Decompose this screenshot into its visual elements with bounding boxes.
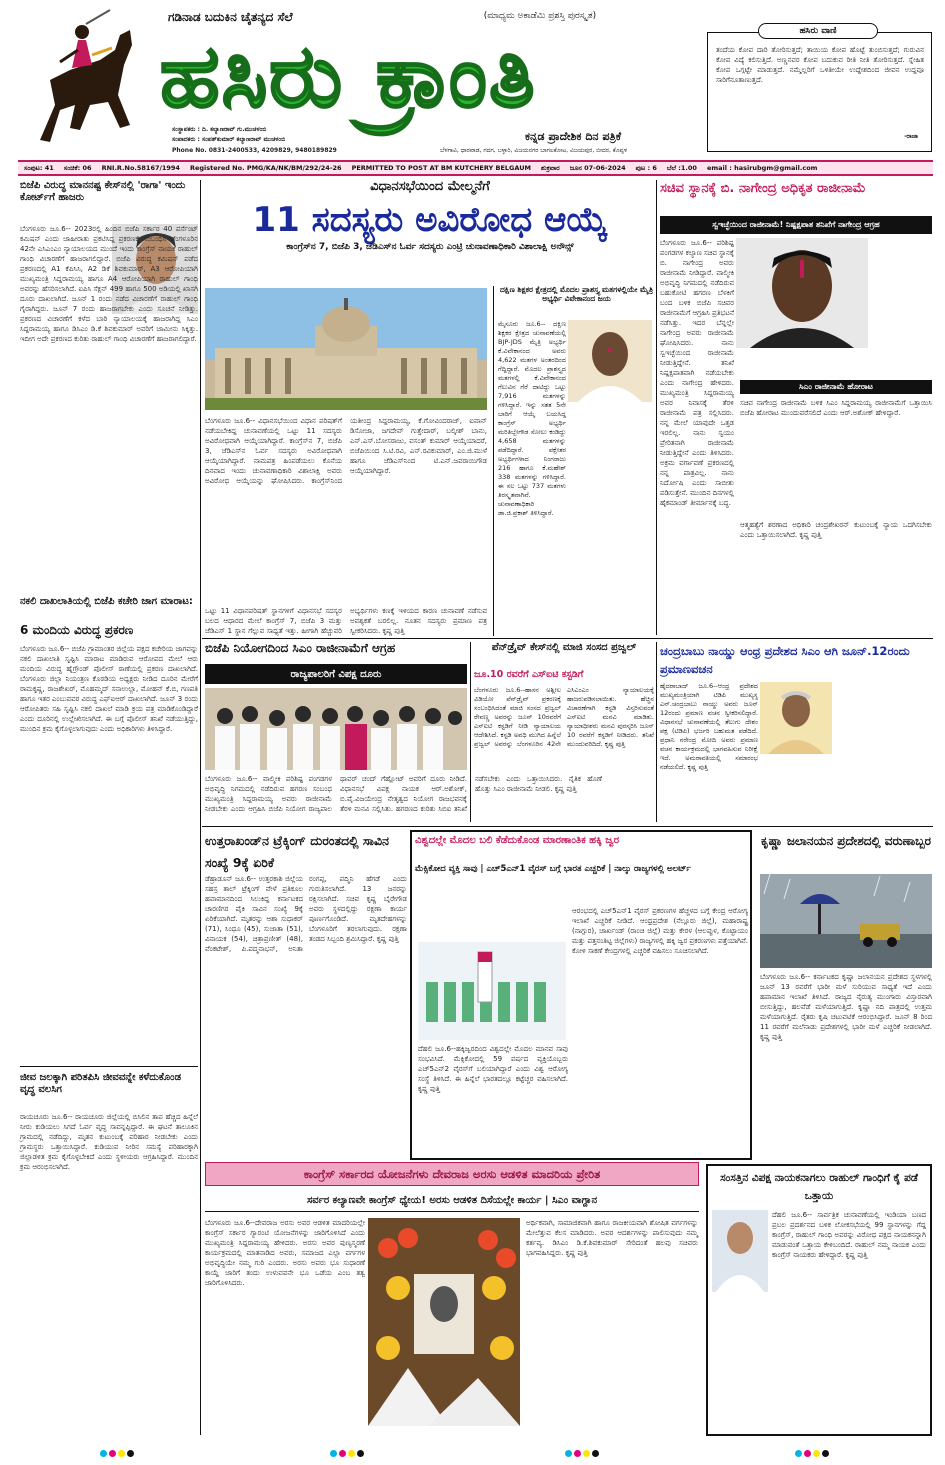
rain-headline: ಕೃಷ್ಣಾ ಜಲಾನಯನ ಪ್ರದೇಶದಲ್ಲಿ ವರುಣಾಬ್ಬರ <box>761 834 931 848</box>
rain-story <box>760 830 932 1160</box>
phone-line: Phone No. 0831-2400533, 4209829, 9480189829 <box>172 147 337 154</box>
row-divider <box>202 826 933 827</box>
bird-flu-text-b: ದೆಹಲಿ ಜೂ.6--ಹಕ್ಕಿಜ್ವರದಿಂದ ವಿಶ್ವದಲ್ಲೇ ಮೊದಲ ಮಾನವ ಸಾವು ಸಂಭವಿಸಿದೆ. ಮೆಕ್ಸಿಕೋದಲ್ಲಿ 59 ವರ್ಷದ ವ್ಯಕ್ತಿಯೊಬ್ಬರು ಎಚ್5ಎನ್2 ವೈರಸ್‌ಗೆ ಬಲಿಯಾಗಿದ್ದಾರೆ ಎಂದು ವಿಶ್ವ ಆರೋಗ್ಯ ಸಂಸ್ಥೆ ತಿಳಿಸಿದೆ. ಈ ಹಿನ್ನೆಲೆ ಭಾರತದಲ್ಲೂ ಕಟ್ಟೆಚ್ಚರ ವಹಿಸಲಾಗಿದೆ. ಕೃಷ್ಣ ಪುತ್ತಿ <box>418 1045 568 1093</box>
naidu-story <box>660 642 932 822</box>
volume-number: ಸಂಪುಟ: 41 <box>24 163 54 172</box>
issue-info-bar <box>18 160 933 176</box>
left-column <box>20 180 198 1440</box>
price: ಬೆಲೆ :1.00 <box>666 163 697 172</box>
nagendra-subheadline: ಸ್ವಇಚ್ಛೆಯಿಂದ ರಾಜೀನಾಮೆ! ನಿಷ್ಪಕ್ಷಪಾತ ತನಿಖೆಗೆ ನಾಗೇಂದ್ರ ಆಗ್ರಹ <box>660 216 932 234</box>
column-divider <box>656 642 657 822</box>
mlc-subheadline: ಕಾಂಗ್ರೆಸ್‌ನ 7, ಬಿಜೆಪಿ 3, ಜೆಡಿಎಸ್‌ನ ಓರ್ವ ಸದಸ್ಯರು ಎಂಟ್ರಿ ಚುನಾವಣಾಧಿಕಾರಿ ವಿಶಾಲಾಕ್ಷಿ ಅನೌನ್ಸ್ <box>286 242 574 252</box>
newspaper-subtitle: ಕನ್ನಡ ಪ್ರಾದೇಶಿಕ ದಿನ ಪತ್ರಿಕೆ <box>525 130 622 143</box>
cm-resign-box-headline: ಸಿಎಂ ರಾಜೀನಾಮೆ ಹೋರಾಟ <box>740 380 932 394</box>
bird-flu-vials-photo <box>418 942 566 1040</box>
mlc-main-headline: 11 ಸದಸ್ಯರು ಅವಿರೋಧ ಆಯ್ಕೆ <box>252 200 608 240</box>
cm-resign-box <box>740 380 932 510</box>
masthead <box>0 0 945 160</box>
bjp-delegation-bar: ರಾಜ್ಯಪಾಲರಿಗೆ ವಿಪಕ್ಷ ದೂರು <box>205 664 467 684</box>
registration-marks-center-left <box>330 1442 366 1461</box>
rni-number: RNI.R.No.58167/1994 <box>101 164 180 172</box>
page-count: ಪುಟ : 6 <box>635 163 657 172</box>
prajwal-text: ಬೆಂಗಳೂರು ಜೂ.6--ಹಾಸನ ಅಶ್ಲೀಲ ವಿಡಿಯೋ ಪೆನ್‌ಡ್ರೈವ್ ಪ್ರಕರಣಕ್ಕೆ ಸಂಬಂಧಿಸಿದಂತೆ ಮಾಜಿ ಸಂಸದ ಪ್ರಜ್ವಲ್ ರೇವಣ್ಣ ಅವರನ್ನು ಜೂನ್ 10ರವರೆಗೆ ಎಸ್‌ಐಟಿ ಕಸ್ಟಡಿಗೆ ನೀಡಿ ನ್ಯಾಯಾಲಯ ಆದೇಶಿಸಿದೆ. ಕಸ್ಟಡಿ ಅವಧಿ ಮುಗಿದ ಹಿನ್ನೆಲೆ ಪ್ರಜ್ವಲ್ ಅವರನ್ನು ಬೆಂಗಳೂರಿನ 42ನೇ ಎಸಿಎಂಎಂ ನ್ಯಾಯಾಲಯಕ್ಕೆ ಹಾಜರುಪಡಿಸಲಾಯಿತು. ಹೆಚ್ಚಿನ ವಿಚಾರಣೆಗಾಗಿ ಕಸ್ಟಡಿ ವಿಸ್ತರಿಸುವಂತೆ ಎಸ್‌ಐಟಿ ಮನವಿ ಮಾಡಿತು. ನ್ಯಾಯಾಧೀಶರು ಮನವಿ ಪುರಸ್ಕರಿಸಿ ಜೂನ್ 10 ರವರೆಗೆ ಕಸ್ಟಡಿಗೆ ನೀಡಿದರು. ತನಿಖೆ ಮುಂದುವರಿದಿದೆ. ಕೃಷ್ಣ ಪುತ್ತಿ <box>474 686 654 748</box>
bird-flu-headline: ವಿಶ್ವದಲ್ಲೇ ಮೊದಲ ಬಲಿ ಕೆಡೆದುಕೊಂಡ ಮಾರಣಾಂತಿಕ ಹಕ್ಕಿ ಜ್ವರ <box>415 835 620 846</box>
prajwal-headline: ಪೆನ್‌ಡ್ರೈವ್ ಕೇಸ್‌ನಲ್ಲಿ ಮಾಜಿ ಸಂಸದ ಪ್ರಜ್ವಲ್ <box>491 642 637 653</box>
column-divider <box>200 180 201 1435</box>
postal-permit: PERMITTED TO POST AT BM KUTCHERY BELGAUM <box>351 164 531 172</box>
teachers-constituency-headline: ದಕ್ಷಿಣ ಶಿಕ್ಷಕರ ಕ್ಷೇತ್ರದಲ್ಲಿ ಮೊದಲ ಪ್ರಾಶಸ್ತ್ಯ ಮತಗಳಲ್ಲಿಯೇ ಮೈತ್ರಿ ಅಭ್ಯರ್ಥಿ ವಿವೇಕಾನಂದ ಜಯ <box>499 285 654 303</box>
nagendra-headline: ಸಚಿವ ಸ್ಥಾನಕ್ಕೆ ಬಿ. ನಾಗೇಂದ್ರ ಅಧಿಕೃತ ರಾಜೀನಾಮೆ <box>660 181 866 196</box>
teachers-constituency-text: ಮೈಸೂರು ಜೂ.6-- ದಕ್ಷಿಣ ಶಿಕ್ಷಕರ ಕ್ಷೇತ್ರದ ಚುನಾವಣೆಯಲ್ಲಿ BJP-JDS ಮೈತ್ರಿ ಅಭ್ಯರ್ಥಿ ಕೆ.ವಿವೇಕಾನಂದ ಅವರು 4,622 ಮತಗಳ ಅಂತರದಿಂದ ಗೆದ್ದಿದ್ದಾರೆ. ಮೊದಲ ಪ್ರಾಶಸ್ತ್ಯದ ಮತಗಳಲ್ಲಿ ಕೆ.ವಿವೇಕಾನಂದ ಗೆಲುವಿನ ಗೆರೆ ದಾಟಿದ್ದು ಒಟ್ಟು 7,916 ಮತಗಳನ್ನು ಗಳಿಸಿದ್ದಾರೆ. ಇನ್ನು ಸತತ 5ನೇ ಬಾರಿಗೆ ಆಯ್ಕೆ ಬಯಸಿದ್ದ ಕಾಂಗ್ರೆಸ್ ಅಭ್ಯರ್ಥಿ ಮರಿತಿಬ್ಬೇಗೌಡ ಸೋಲು ಕಂಡಿದ್ದು 4,658 ಮತಗಳನ್ನು ಪಡೆದಿದ್ದಾರೆ. ಪಕ್ಷೇತರ ಅಭ್ಯರ್ಥಿಗಳಾದ ನಿಂಗರಾಜು 216 ಹಾಗೂ ಕೆ.ಮಹೇಶ್ 338 ಮತಗಳನ್ನು ಗಳಿಸಿದ್ದಾರೆ. ಈ ಸಲ ಒಟ್ಟು 737 ಮತಗಳು ತಿರಸ್ಕೃತವಾಗಿವೆ. ಚುನಾವಣಾಧಿಕಾರಿ ಡಾ.ಜಿ.ಪ್ರಕಾಶ್ ತಿಳಿಸಿದ್ದಾರೆ. <box>498 320 566 517</box>
rain-text: ಬೆಂಗಳೂರು ಜೂ.6-- ಕರ್ನಾಟಕದ ಕೃಷ್ಣಾ ಜಲಾನಯನ ಪ್ರದೇಶದ ಸ್ಥಳಗಳಲ್ಲಿ ಜೂನ್ 13 ರವರೆಗೆ ಭಾರೀ ಮಳೆ ಸುರಿಯುವ ಸಾಧ್ಯತೆ ಇದೆ ಎಂದು ಹವಾಮಾನ ಇಲಾಖೆ ತಿಳಿಸಿದೆ. ರಾಜ್ಯದ ನೈರುತ್ಯ ಮುಂಗಾರು ವಿಸ್ತಾರವಾಗಿ ಬೀಸುತ್ತಿದ್ದು, ಹಲವೆಡೆ ಮಳೆಯಾಗುತ್ತಿದೆ. ಕೃಷ್ಣಾ ನದಿ ಪಾತ್ರದಲ್ಲಿ ಉತ್ತಮ ಮಳೆಯಾಗುತ್ತಿದೆ. ರೈತರು ಕೃಷಿ ಚಟುವಟಿಕೆ ಆರಂಭಿಸಿದ್ದಾರೆ. ಜೂನ್ 8 ರಿಂದ 11 ರವರೆಗೆ ಮಲೆನಾಡು ಪ್ರದೇಶಗಳಲ್ಲಿ ಭಾರೀ ಮಳೆ ಎಚ್ಚರಿಕೆ ನೀಡಲಾಗಿದೆ. ಕೃಷ್ಣ ಪುತ್ತಿ <box>760 973 932 1041</box>
rahul-lop-headline: ಸಂಸತ್ತಿನ ವಿಪಕ್ಷ ನಾಯಕನಾಗಲು ರಾಹುಲ್ ಗಾಂಧಿಗೆ ಕೈ ಪಡೆ ಒತ್ತಾಯ <box>720 1172 918 1202</box>
uttarakhand-story <box>205 830 407 1160</box>
tagline: ಗಡಿನಾಡ ಬದುಕಿನ ಚೈತನ್ಯದ ಸೆಲೆ <box>168 10 293 24</box>
founder-line: ಸಂಸ್ಥಾಪಕರು : ದಿ. ಕಲ್ಯಾಣರಾವ್ ಗು.ಮುಚಳಂಬಿ <box>172 126 267 133</box>
congress-scheme-text-b: ಅರ್ಥಿಕವಾಗಿ, ಸಾಮಾಜಿಕವಾಗಿ ಹಾಗೂ ರಾಜಕೀಯವಾಗಿ ಶೋಷಿತ ವರ್ಗಗಳನ್ನು ಮೇಲೆತ್ತುವ ಕೆಲಸ ಮಾಡಿದರು. ಅವರ ಆದರ್ಶಗಳನ್ನು ಪಾಲಿಸುವುದು ನಮ್ಮ ಕರ್ತವ್ಯ. ಡಿಸಿಎಂ ಡಿ.ಕೆ.ಶಿವಕುಮಾರ್ ಸೇರಿದಂತೆ ಹಲವು ಸಚಿವರು ಭಾಗವಹಿಸಿದ್ದರು. ಕೃಷ್ಣ ಪುತ್ತಿ <box>526 1219 698 1257</box>
devaraj-urs-tribute-photo <box>368 1218 520 1426</box>
hasiru-vani-box <box>707 26 932 152</box>
issue-day: ಶುಕ್ರವಾರ <box>540 163 560 172</box>
naidu-photo <box>760 682 832 754</box>
row-divider <box>202 638 933 639</box>
bird-flu-text-a: ಆರಂಭದಲ್ಲಿ ಎಚ್5ಎನ್1 ವೈರಸ್ ಪ್ರಕರಣಗಳ ಹೆಚ್ಚಳದ ಬಗ್ಗೆ ಕೇಂದ್ರ ಆರೋಗ್ಯ ಇಲಾಖೆ ಎಚ್ಚರಿಕೆ ನೀಡಿದೆ. ಆಂಧ್ರಪ್ರದೇಶ (ನೆಲ್ಲೂರು ಜಿಲ್ಲೆ), ಮಹಾರಾಷ್ಟ್ರ (ನಾಗ್ಪುರ), ಜಾರ್ಖಂಡ್ (ರಾಂಚಿ ಜಿಲ್ಲೆ) ಮತ್ತು ಕೇರಳ (ಆಲಪ್ಪುಳ, ಕೊಟ್ಟಾಯಂ ಮತ್ತು ಪತ್ತನಂತಿಟ್ಟ ಜಿಲ್ಲೆಗಳು) ರಾಜ್ಯಗಳಲ್ಲಿ ಹಕ್ಕಿ ಜ್ವರ ಪ್ರಕರಣಗಳು ಪತ್ತೆಯಾಗಿವೆ. ಕೋಳಿ ಸಾಕಣೆ ಕೇಂದ್ರಗಳಲ್ಲಿ ಎಚ್ಚರಿಕೆ ವಹಿಸಲು ಸೂಚಿಸಲಾಗಿದೆ. <box>572 907 748 955</box>
column-divider <box>656 180 657 635</box>
registration-number: Registered No. PMG/KA/NK/BM/292/24-26 <box>189 164 342 172</box>
bjp-delegation-text: ಬೆಂಗಳೂರು ಜೂ.6-- ವಾಲ್ಮೀಕಿ ಪರಿಶಿಷ್ಟ ಪಂಗಡಗಳ ಅಭಿವೃದ್ಧಿ ನಿಗಮದಲ್ಲಿ ನಡೆದಿರುವ ಹಗರಣ ಸಂಬಂಧ ಮುಖ್ಯಮಂತ್ರಿ ಸಿದ್ದರಾಮಯ್ಯ ಅವರು ರಾಜೀನಾಮೆ ನೀಡಬೇಕು ಎಂದು ಆಗ್ರಹಿಸಿ ಬಿಜೆಪಿ ನಿಯೋಗ ರಾಜ್ಯಪಾಲ ಥಾವರ್ ಚಂದ್ ಗೆಹ್ಲೋಟ್ ಅವರಿಗೆ ದೂರು ನೀಡಿದೆ. ವಿಧಾನಸಭೆ ವಿಪಕ್ಷ ನಾಯಕ ಆರ್.ಅಶೋಕ್, ಬಿ.ವೈ.ವಿಜಯೇಂದ್ರ ನೇತೃತ್ವದ ನಿಯೋಗ ರಾಜಭವನಕ್ಕೆ ತೆರಳಿ ಮನವಿ ಸಲ್ಲಿಸಿತು. ಹಗರಣದ ಕುರಿತು ಸಿಬಿಐ ತನಿಖೆ ನಡೆಸಬೇಕು ಎಂದು ಒತ್ತಾಯಿಸಿದರು. ನೈತಿಕ ಹೊಣೆ ಹೊತ್ತು ಸಿಎಂ ರಾಜೀನಾಮೆ ನೀಡಲಿ. ಕೃಷ್ಣ ಪುತ್ತಿ <box>205 775 602 813</box>
column-divider <box>470 642 471 822</box>
uttarakhand-headline: ಉತ್ತರಾಖಂಡ್‌ನ ಟ್ರೆಕ್ಕಿಂಗ್ ದುರಂತದಲ್ಲಿ ಸಾವಿನ ಸಂಖ್ಯೆ 9ಕ್ಕೆ ಏರಿಕೆ <box>205 833 389 870</box>
newspaper-title: ಹಸಿರು ಕ್ರಾಂತಿ <box>160 27 537 127</box>
nagendra-resignation-story <box>660 180 932 640</box>
hasiru-vani-author: -ರಾಜಾ <box>904 133 918 140</box>
mlc-text-b: ಒಟ್ಟು 11 ವಿಧಾನಪರಿಷತ್ ಸ್ಥಾನಗಳಿಗೆ ವಿಧಾನಸಭೆ ಸದಸ್ಯರ ಬಲದ ಆಧಾರದ ಮೇಲೆ ಕಾಂಗ್ರೆಸ್ 7, ಬಿಜೆಪಿ 3 ಮತ್ತು ಜೆಡಿಎಸ್ 1 ಸ್ಥಾನ ಗೆಲ್ಲುವ ಸಾಧ್ಯತೆ ಇತ್ತು. ಹೀಗಾಗಿ ಹೆಚ್ಚುವರಿ ಅಭ್ಯರ್ಥಿಗಳು ಕಣಕ್ಕೆ ಇಳಿಯದ ಕಾರಣ ಚುನಾವಣೆ ನಡೆಸುವ ಅವಶ್ಯಕತೆ ಬರಲಿಲ್ಲ. ನೂತನ ಸದಸ್ಯರು ಪ್ರಮಾಣ ಪತ್ರ ಸ್ವೀಕರಿಸಿದರು. ಕೃಷ್ಣ ಪುತ್ತಿ <box>205 607 487 635</box>
registration-marks-center-right <box>565 1442 601 1461</box>
congress-scheme-text-a: ಬೆಂಗಳೂರು ಜೂ.6--ದೇವರಾಜ ಅರಸು ಅವರ ಆಡಳಿತ ಮಾದರಿಯಲ್ಲೇ ಕಾಂಗ್ರೆಸ್ ಸರ್ಕಾರ ಗ್ಯಾರಂಟಿ ಯೋಜನೆಗಳನ್ನು ಜಾರಿಗೊಳಿಸಿದೆ ಎಂದು ಮುಖ್ಯಮಂತ್ರಿ ಸಿದ್ದರಾಮಯ್ಯ ಹೇಳಿದರು. ಅರಸು ಅವರ ಪುಣ್ಯಸ್ಮರಣೆ ಕಾರ್ಯಕ್ರಮದಲ್ಲಿ ಮಾತನಾಡಿದ ಅವರು, ಸಮಾಜದ ಎಲ್ಲಾ ವರ್ಗಗಳ ಅಭಿವೃದ್ಧಿಯೇ ನಮ್ಮ ಗುರಿ ಎಂದರು. ಅರಸು ಅವರು ಭೂ ಸುಧಾರಣೆ ಕಾಯ್ದೆ ಜಾರಿಗೆ ತಂದು ಉಳುವವನೇ ಭೂ ಒಡೆಯ ಎಂಬ ತತ್ವ ಜಾರಿಗೊಳಿಸಿದರು. <box>205 1219 365 1287</box>
nagendra-text: ಬೆಂಗಳೂರು ಜೂ.6-- ಪರಿಶಿಷ್ಟ ಪಂಗಡಗಳ ಕಲ್ಯಾಣ ಸಚಿವ ಸ್ಥಾನಕ್ಕೆ ಬಿ. ನಾಗೇಂದ್ರ ಅವರು ರಾಜೀನಾಮೆ ನೀಡಿದ್ದಾರೆ. ವಾಲ್ಮೀಕಿ ಅಭಿವೃದ್ಧಿ ನಿಗಮದಲ್ಲಿ ನಡೆದಿರುವ ಬಹುಕೋಟಿ ಹಗರಣ ಬೆಳಕಿಗೆ ಬಂದ ಬಳಿಕ ಬಿಜೆಪಿ ಸಚಿವರ ರಾಜೀನಾಮೆಗೆ ಆಗ್ರಹಿಸಿ ಪ್ರತಿಭಟನೆ ನಡೆಸಿತ್ತು. ಇದರ ಬೆನ್ನಲ್ಲೇ ನಾಗೇಂದ್ರ ಅವರು ರಾಜೀನಾಮೆ ಘೋಷಿಸಿದರು. ನಾನು ಸ್ವಇಚ್ಛೆಯಿಂದ ರಾಜೀನಾಮೆ ನೀಡುತ್ತಿದ್ದೇನೆ. ತನಿಖೆ ನಿಷ್ಪಕ್ಷಪಾತವಾಗಿ ನಡೆಯಬೇಕು ಎಂದು ನಾಗೇಂದ್ರ ಹೇಳಿದರು. ಮುಖ್ಯಮಂತ್ರಿ ಸಿದ್ದರಾಮಯ್ಯ ಅವರ ನಿವಾಸಕ್ಕೆ ತೆರಳಿ ರಾಜೀನಾಮೆ ಪತ್ರ ಸಲ್ಲಿಸಿದರು. ನನ್ನ ಮೇಲೆ ಯಾವುದೇ ಒತ್ತಡ ಇರಲಿಲ್ಲ. ನಾನು ಸ್ವಯಂ ಪ್ರೇರಿತನಾಗಿ ರಾಜೀನಾಮೆ ನೀಡುತ್ತಿದ್ದೇನೆ ಎಂದು ತಿಳಿಸಿದರು. ಅಕ್ರಮ ವರ್ಗಾವಣೆ ಪ್ರಕರಣದಲ್ಲಿ ನನ್ನ ಪಾತ್ರವಿಲ್ಲ. ನಾನು ನಿರ್ದೋಷಿ ಎಂದು ಸಾಬೀತು ಪಡಿಸುತ್ತೇನೆ. ಮುಂದಿನ ದಿನಗಳಲ್ಲಿ ಹೈಕಮಾಂಡ್ ತೀರ್ಮಾನಕ್ಕೆ ಬದ್ಧ. <box>660 239 734 507</box>
congress-scheme-subheadline: ಸರ್ವರ ಕಲ್ಯಾಣವೇ ಕಾಂಗ್ರೆಸ್ ಧ್ಯೇಯ! ಅರಸು ಆಡಳಿತ ದಿಸೆಯಲ್ಲೇ ಕಾರ್ಯ | ಸಿಎಂ ವಾಗ್ದಾನ <box>205 1190 699 1212</box>
elder-water-text: ರಾಯಚೂರು ಜೂ.6-- ರಾಯಚೂರು ಜಿಲ್ಲೆಯಲ್ಲಿ ಬಿಸಿಲಿನ ತಾಪ ಹೆಚ್ಚಿದ ಹಿನ್ನೆಲೆ ನೀರು ಕುಡಿಯಲು ಸಿಗದೆ ಓರ್ವ ವೃದ್ಧ ಸಾವನ್ನಪ್ಪಿದ್ದಾರೆ. ಈ ಘಟನೆ ತಾಲೂಕಿನ ಗ್ರಾಮದಲ್ಲಿ ನಡೆದಿದ್ದು, ಮೃತನ ಕುಟುಂಬಕ್ಕೆ ಪರಿಹಾರ ನೀಡಬೇಕು ಎಂದು ಗ್ರಾಮಸ್ಥರು ಒತ್ತಾಯಿಸಿದ್ದಾರೆ. ಕುಡಿಯುವ ನೀರಿನ ಸಮಸ್ಯೆ ಪರಿಹಾರಕ್ಕಾಗಿ ಜಿಲ್ಲಾಡಳಿತ ಕ್ರಮ ಕೈಗೊಳ್ಳಬೇಕಿದೆ ಎಂದು ಸ್ಥಳೀಯರು ಆಗ್ರಹಿಸಿದ್ದಾರೆ. ಮುಂದಿನ ಕ್ರಮ ಆರಂಭಿಸಲಾಗಿದೆ. <box>20 1113 198 1171</box>
governor-meeting-photo <box>205 688 467 770</box>
logo-rider-illustration <box>20 10 150 160</box>
mlc-text-a: ಬೆಂಗಳೂರು ಜೂ.6-- ವಿಧಾನಸಭೆಯಿಂದ ವಿಧಾನ ಪರಿಷತ್‌ಗೆ ನಡೆಯಬೇಕಿದ್ದ ಚುನಾವಣೆಯಲ್ಲಿ ಒಟ್ಟು 11 ಸದಸ್ಯರು ಅವಿರೋಧವಾಗಿ ಆಯ್ಕೆಯಾಗಿದ್ದಾರೆ. ಕಾಂಗ್ರೆಸ್‌ನ 7, ಬಿಜೆಪಿ 3, ಜೆಡಿಎಸ್‌ನ ಓರ್ವ ಸದಸ್ಯರು ಅವಿರೋಧವಾಗಿ ಆಯ್ಕೆಯಾಗಿದ್ದಾರೆ. ನಾಮಪತ್ರ ಹಿಂಪಡೆಯಲು ಕೊನೆಯ ದಿನವಾದ ಇಂದು ಚುನಾವಣಾಧಿಕಾರಿ ವಿಶಾಲಾಕ್ಷಿ ಅವರು ಅವಿರೋಧ ಆಯ್ಕೆಯನ್ನು ಘೋಷಿಸಿದರು. ಕಾಂಗ್ರೆಸ್‌ನಿಂದ ಯತೀಂದ್ರ ಸಿದ್ದರಾಮಯ್ಯ, ಕೆ.ಗೋವಿಂದರಾಜ್, ಐವಾನ್ ಡಿಸೋಜಾ, ಜಗದೇವ್ ಗುತ್ತೇದಾರ್, ಬಲ್ಕೀಶ್ ಬಾನು, ಎನ್.ಎಸ್.ಬೋಸರಾಜು, ವಸಂತ್ ಕುಮಾರ್ ಆಯ್ಕೆಯಾದರೆ, ಬಿಜೆಪಿಯಿಂದ ಸಿ.ಟಿ.ರವಿ, ಎನ್.ರವಿಕುಮಾರ್, ಎಂ.ಜಿ.ಮುಳೆ ಹಾಗೂ ಜೆಡಿಎಸ್‌ನಿಂದ ಟಿ.ಎನ್.ಜವರಾಯಿಗೌಡ ಆಯ್ಕೆಯಾಗಿದ್ದಾರೆ. <box>205 417 487 485</box>
editor-line: ಸಂಪಾದಕರು : ಸಂಪತ್‌ಕುಮಾರ್ ಕಲ್ಯಾಣರಾವ್ ಮುಚಳಂಬಿ <box>172 136 286 143</box>
issue-date: ಜೂನ 07-06-2024 <box>569 163 626 172</box>
rahul-court-text: ಬೆಂಗಳೂರು ಜೂ.6-- 2023ರಲ್ಲಿ ಹಿಂದಿನ ಬಿಜೆಪಿ ಸರ್ಕಾರ 40 ಪರ್ಸೆಂಟ್ ಕಮಿಷನ್ ಎಂದು ಜಾಹೀರಾತು ಪ್ರಕಟಿಸಿದ್ದ ಪ್ರಕರಣಕ್ಕೆ ಸಂಬಂಧಿಸಿ ಬೆಂಗಳೂರಿನ 42ನೇ ಎಸಿಎಂಎಂ ನ್ಯಾಯಾಲಯದ ಮುಂದೆ ಇಂದು ಕಾಂಗ್ರೆಸ್ ನಾಯಕ ರಾಹುಲ್ ಗಾಂಧಿ ವಿಚಾರಣೆಗೆ ಹಾಜರಾಗಲಿದ್ದಾರೆ. ಬಿಜೆಪಿ ವಿರುದ್ಧ ಕಮಿಷನ್ ಪಡೆದ ಪ್ರಕರಣದಲ್ಲಿ A1 ಕೆಪಿಸಿಸಿ, A2 ಡಿಕೆ ಶಿವಕುಮಾರ್, A3 ಆರೋಪಿಯಾಗಿ ಮುಖ್ಯಮಂತ್ರಿ ಸಿದ್ದರಾಮಯ್ಯ ಹಾಗೂ A4 ಆರೋಪಿಯಾಗಿ ರಾಹುಲ್ ಗಾಂಧಿ ಅವರನ್ನು ಹೆಸರಿಸಲಾಗಿದೆ. ಐಪಿಸಿ ಸೆಕ್ಷನ್ 499 ಹಾಗೂ 500 ಅಡಿಯಲ್ಲಿ ಖಾಸಗಿ ದೂರು ದಾಖಲಾಗಿದೆ. ಜೂನ್ 1 ರಂದು ನಡೆದ ವಿಚಾರಣೆಗೆ ರಾಹುಲ್ ಗಾಂಧಿ ಗೈರಾಗಿದ್ದರು. ಜೂನ್ 7 ರಂದು ಹಾಜರಾಗಬೇಕು ಎಂದು ಸೂಚನೆ ನೀಡಿತ್ತು. ಪ್ರಕರಣದ ವಿಚಾರಣೆಗೆ ಕಳೆದ ಬಾರಿ ನ್ಯಾಯಾಲಯಕ್ಕೆ ಹಾಜರಾಗಿದ್ದ ಸಿಎಂ ಸಿದ್ದರಾಮಯ್ಯ ಹಾಗೂ ಡಿಸಿಎಂ ಡಿ.ಕೆ ಶಿವಕುಮಾರ್ ಅವರಿಗೆ ಜಾಮೀನು ಸಿಕ್ಕಿತ್ತು. ಇದೀಗ ಅದೇ ಪ್ರಕರಣದ ಕುರಿತು ರಾಹುಲ್ ಗಾಂಧಿ ವಿಚಾರಣೆಗೆ ಹಾಜರಾಗಲಿದ್ದಾರೆ. <box>20 225 198 343</box>
hasiru-vani-text: ತಂದೆಯ ಕೋಪ ದಾರಿ ತೋರಿಸುತ್ತದೆ; ತಾಯಿಯ ಕೋಪ ಹೊಟ್ಟೆ ತುಂಬಿಸುತ್ತದೆ; ಗುರುವಿನ ಕೋಪ ವಿದ್ಯೆ ಕಲಿಸುತ್ತಿದೆ. ಅಣ್ಣನವರ ಕೋಪ ಬದುಕುವ ರೀತಿ ನೀತಿ ತೋರಿಸುತ್ತದೆ. ಸ್ನೇಹಿತ ಕೋಪ ಒಗ್ಗಟ್ಟೇ ಮಾಡುತ್ತದೆ. ನಮ್ಮೆಲ್ಲರಿಗೆ ಒಳಿತೀಯೇ ಉದ್ದೇಶದಿಂದ ಜೀವನ ಉದ್ದವೂ ಸಾರಿಗೆನೂತಾಣುತ್ತದೆ. <box>716 46 924 84</box>
fake-docs-kicker: ನಕಲಿ ದಾಖಲಾತಿಯಲ್ಲಿ ಬಿಜೆಪಿ ಕಚೇರಿ ಜಾಗ ಮಾರಾಟ: <box>20 596 193 607</box>
elder-water-headline: ಜೀವ ಜಲಕ್ಕಾಗಿ ಪರಿತಪಿಸಿ ಜೀವವನ್ನೇ ಕಳೆದುಕೊಂಡ ವೃದ್ಧ ವಲಸಿಗ <box>20 1072 181 1095</box>
prajwal-story <box>474 642 654 822</box>
rahul-lop-photo <box>712 1210 768 1292</box>
nagendra-photo <box>736 238 868 348</box>
congress-scheme-banner: ಕಾಂಗ್ರೆಸ್ ಸರ್ಕಾರದ ಯೋಜನೆಗಳು ದೇವರಾಜ ಅರಸು ಆಡಳಿತ ಮಾದರಿಯ ಪ್ರೇರಿತ <box>205 1162 699 1186</box>
email: email : hasirubgm@gmail.com <box>706 164 818 172</box>
regions-line: ಬೆಳಗಾವಿ, ಧಾರವಾಡ, ಗದಗ, ಬಳ್ಳಾರಿ, ವಿಜಯನಗರ ಬಾಗಲಕೋಟ, ವಿಜಯಪುರ, ಬೀದರ, ಕೊಪ್ಪಳ <box>440 147 628 154</box>
naidu-headline: ಚಂದ್ರಬಾಬು ನಾಯ್ಡು ಆಂಧ್ರ ಪ್ರದೇಶದ ಸಿಎಂ ಆಗಿ ಜೂನ್.12ರಂದು ಪ್ರಮಾಣವಚನ <box>660 644 910 676</box>
bjp-delegation-headline: ಬಿಜೆಪಿ ನಿಯೋಗದಿಂದ ಸಿಎಂ ರಾಜೀನಾಮೆಗೆ ಆಗ್ರಹ <box>205 641 396 655</box>
naidu-text: ಹೈದರಾಬಾದ್ ಜೂ.6--ಆಂಧ್ರ ಪ್ರದೇಶದ ಮುಖ್ಯಮಂತ್ರಿಯಾಗಿ ಟಿಡಿಪಿ ಮುಖ್ಯಸ್ಥ ಎನ್.ಚಂದ್ರಬಾಬು ನಾಯ್ಡು ಅವರು ಜೂನ್ 12ರಂದು ಪ್ರಮಾಣ ವಚನ ಸ್ವೀಕರಿಸಲಿದ್ದಾರೆ. ವಿಧಾನಸಭೆ ಚುನಾವಣೆಯಲ್ಲಿ ತೆಲುಗು ದೇಶಂ ಪಕ್ಷ (ಟಿಡಿಪಿ) ಭರ್ಜರಿ ಬಹುಮತ ಪಡೆದಿದೆ. ಪ್ರಧಾನಿ ನರೇಂದ್ರ ಮೋದಿ ಅವರು ಪ್ರಮಾಣ ವಚನ ಕಾರ್ಯಕ್ರಮದಲ್ಲಿ ಭಾಗವಹಿಸುವ ನಿರೀಕ್ಷೆ ಇದೆ. ಅಮರಾವತಿಯಲ್ಲಿ ಸಮಾರಂಭ ನಡೆಯಲಿದೆ. ಕೃಷ್ಣ ಪುತ್ತಿ <box>660 682 758 771</box>
registration-marks-right <box>795 1442 831 1461</box>
bird-flu-story <box>410 830 752 1160</box>
rain-photo <box>760 874 932 968</box>
prajwal-subheadline: ಜೂ.10 ರವರೆಗೆ ಎಸ್‌ಐಟಿ ಕಸ್ಟಡಿಗೆ <box>474 669 584 680</box>
cm-resign-box-text: ಸಚಿವ ನಾಗೇಂದ್ರ ರಾಜೀನಾಮೆ ಬಳಿಕ ಸಿಎಂ ಸಿದ್ದರಾಮಯ್ಯ ರಾಜೀನಾಮೆಗೆ ಒತ್ತಾಯಿಸಿ ಬಿಜೆಪಿ ಹೋರಾಟ ಮುಂದುವರೆಸಲಿದೆ ಎಂದು ಆರ್.ಅಶೋಕ್ ಹೇಳಿದ್ದಾರೆ. <box>740 399 932 417</box>
hasiru-vani-title: ಹಸಿರು ವಾಣಿ <box>758 23 878 39</box>
mlc-kicker: ವಿಧಾನಸಭೆಯಿಂದ ಮೇಲ್ಮನೆಗೆ <box>370 179 490 194</box>
rahul-lop-text: ದೆಹಲಿ ಜೂ.6-- ಸಾರ್ವತ್ರಿಕ ಚುನಾವಣೆಯಲ್ಲಿ ಇಂಡಿಯಾ ಬಣದ ಪ್ರಬಲ ಪ್ರದರ್ಶನದ ಬಳಿಕ ಲೋಕಸಭೆಯಲ್ಲಿ 99 ಸ್ಥಾನಗಳನ್ನು ಗೆದ್ದ ಕಾಂಗ್ರೆಸ್, ರಾಹುಲ್ ಗಾಂಧಿ ಅವರನ್ನು ವಿರೋಧ ಪಕ್ಷದ ನಾಯಕನನ್ನಾಗಿ ಮಾಡುವಂತೆ ಒತ್ತಾಯ ಕೇಳಿಬಂದಿದೆ. ರಾಹುಲ್ ನಮ್ಮ ನಾಯಕ ಎಂದು ಕಾಂಗ್ರೆಸ್ ನಾಯಕರು ಹೇಳಿದ್ದಾರೆ. ಕೃಷ್ಣ ಪುತ್ತಿ <box>772 1211 926 1259</box>
rahul-lop-story <box>706 1164 932 1436</box>
issue-number: ಸಂಚಿಕೆ: 06 <box>63 163 92 172</box>
uttarakhand-text: ಡೆಹ್ರಾಡೂನ್ ಜೂ.6-- ಉತ್ತರಕಾಶಿ ಜಿಲ್ಲೆಯ ಸಹಸ್ರ ತಾಲ್ ಟ್ರೆಕ್ಕಿಂಗ್ ವೇಳೆ ಪ್ರತಿಕೂಲ ಹವಾಮಾನದಿಂದ ಸಿಲುಕಿದ್ದ ಕರ್ನಾಟಕದ ಚಾರಣಿಗರ ಪೈಕಿ ಸಾವಿನ ಸಂಖ್ಯೆ 9ಕ್ಕೆ ಏರಿಕೆಯಾಗಿದೆ. ಮೃತರನ್ನು ಆಶಾ ಸುಧಾಕರ್ (71), ಸಿಂಧೂ (45), ಸುಜಾತಾ (51), ವಿನಾಯಕ (54), ಚಿತ್ರಾಪ್ರಣೀತ್ (48), ವೆಂಕಟೇಶ್, ಪಿ.ಪದ್ಮನಾಭನ್, ಅನಿತಾ ರಂಗಪ್ಪ, ಪದ್ಮಿನಿ ಹೆಗಡೆ ಎಂದು ಗುರುತಿಸಲಾಗಿದೆ. 13 ಜನರನ್ನು ರಕ್ಷಿಸಲಾಗಿದೆ. ಸಚಿವ ಕೃಷ್ಣ ಬೈರೇಗೌಡ ಅವರು ಸ್ಥಳದಲ್ಲಿದ್ದು ರಕ್ಷಣಾ ಕಾರ್ಯ ಪೂರ್ಣಗೊಂಡಿದೆ. ಮೃತದೇಹಗಳನ್ನು ಬೆಂಗಳೂರಿಗೆ ತರಲಾಗುವುದು. ರಕ್ಷಣಾ ತಂಡದ ಸಿಬ್ಬಂದಿ ಶ್ರಮಿಸಿದ್ದಾರೆ. ಕೃಷ್ಣ ಪುತ್ತಿ <box>205 875 407 953</box>
rahul-court-headline: ಬಿಜೆಪಿ ವಿರುದ್ಧ ಮಾನನಷ್ಟ ಕೇಸ್‌ನಲ್ಲಿ 'ರಾಗಾ' ಇಂದು ಕೋರ್ಟ್‌ಗೆ ಹಾಜರು <box>20 180 186 203</box>
fake-docs-headline: 6 ಮಂದಿಯ ವಿರುದ್ಧ ಪ್ರಕರಣ <box>20 623 134 637</box>
bird-flu-subheadline: ಮೆಕ್ಸಿಕೋದ ವ್ಯಕ್ತಿ ಸಾವು | ಎಚ್5ಎನ್1 ವೈರಸ್ ಬಗ್ಗೆ ಭಾರತ ಎಚ್ಚರಿಕೆ | ನಾಲ್ಕು ರಾಜ್ಯಗಳಲ್ಲಿ ಅಲರ್ಟ್ <box>415 864 691 874</box>
teachers-constituency-text-cont <box>497 302 652 632</box>
vidhana-soudha-photo <box>205 288 487 410</box>
registration-marks-left <box>100 1442 136 1461</box>
sponsor-note: (ಮಾಧ್ಯಮ ಅಕಾಡೆಮಿ ಪ್ರಶಸ್ತಿ ಪುರಸ್ಕೃತ) <box>483 11 597 21</box>
nagendra-text-2: ಆತ್ಮಹತ್ಯೆಗೆ ಶರಣಾದ ಅಧಿಕಾರಿ ಚಂದ್ರಶೇಖರನ್ ಕುಟುಂಬಕ್ಕೆ ನ್ಯಾಯ ಒದಗಿಸಬೇಕು ಎಂದು ಒತ್ತಾಯಿಸಲಾಗಿದೆ. ಕೃಷ್ಣ ಪುತ್ತಿ <box>740 521 932 539</box>
divider <box>20 1066 198 1067</box>
fake-docs-text: ಬೆಂಗಳೂರು ಜೂ.6-- ಬಿಜೆಪಿ ಗ್ರಾಮಾಂತರ ಜಿಲ್ಲೆಯ ಪಕ್ಷದ ಕಚೇರಿಯ ಜಾಗವನ್ನು ನಕಲಿ ದಾಖಲಾತಿ ಸೃಷ್ಟಿಸಿ ಮಾರಾಟ ಮಾಡಿರುವ ಆರೋಪದ ಮೇಲೆ ಆರು ಮಂದಿಯ ವಿರುದ್ಧ ಹೈಗ್ರೌಂಡ್ ಪೊಲೀಸ್ ಠಾಣೆಯಲ್ಲಿ ಪ್ರಕರಣ ದಾಖಲಾಗಿದೆ. ಬೆಂಗಳೂರು ಜಿಲ್ಲಾ ನಿಯಂತ್ರಣ ಕೊಠಡಿಯ ಅಧ್ಯಕ್ಷರು ನೀಡಿದ ದೂರಿನ ಮೇರೆಗೆ ರಾಮಕೃಷ್ಣ, ರಾಜಶೇಖರ್, ಮೊಹಮ್ಮದ್ ಸನಾಉಲ್ಲಾ, ಮೋಹನ್ ಕೆ.ಬಿ, ಗಣಪತಿ ಹಾಗೂ ಇತರ ಎಂಬುವವರ ವಿರುದ್ಧ ಎಫ್ಐಆರ್ ದಾಖಲಾಗಿದೆ. ಜೂನ್ 3 ರಂದು ಆರೋಪಿತರು ಸಹಿ ಸೃಷ್ಟಿಸಿ ನಕಲಿ ದಾಖಲೆ ಮಾಡಿ ಕ್ರಯ ಪತ್ರ ಮಾಡಿಕೊಂಡಿದ್ದಾರೆ ಎಂದು ದೂರಿನಲ್ಲಿ ಉಲ್ಲೇಖಿಸಲಾಗಿದೆ. ಈ ಬಗ್ಗೆ ಪೊಲೀಸ್ ತನಿಖೆ ನಡೆಯುತ್ತಿದ್ದು, ಮುಂದಿನ ಕ್ರಮ ಕೈಗೊಳ್ಳಲಾಗುವುದು ಎಂದು ಅಧಿಕಾರಿಗಳು ತಿಳಿಸಿದ್ದಾರೆ. <box>20 645 198 733</box>
